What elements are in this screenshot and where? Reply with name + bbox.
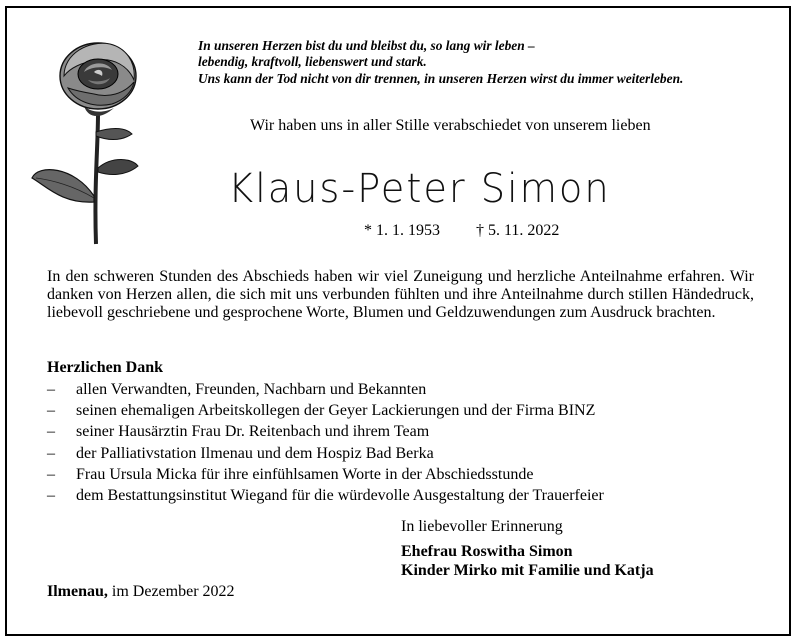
dank-list (47, 379, 604, 506)
list-item (47, 443, 604, 464)
deceased-name: Klaus-Peter Simon (228, 166, 611, 212)
life-dates (364, 222, 591, 240)
signer-line: Kinder Mirko mit Familie und Katja (401, 562, 654, 579)
list-item (47, 485, 604, 506)
date: im Dezember 2022 (107, 583, 235, 600)
list-item-text: seinen ehemaligen Arbeitskollegen der Geyer Lackierungen und der Firma BINZ (76, 402, 596, 420)
dash-bullet: – (47, 381, 55, 398)
poem (198, 38, 778, 87)
dash-bullet: – (47, 487, 55, 505)
list-item-text: Frau Ursula Micka für ihre einfühlsamen Worte in der Abschiedsstunde (76, 465, 534, 483)
list-item (47, 421, 604, 442)
list-item-text: dem Bestattungsinstitut Wiegand für die würdevolle Ausgestaltung der Trauerfeier (76, 487, 604, 505)
list-item-text: allen Verwandten, Freunden, Nachbarn und Bekannten (76, 381, 427, 398)
list-item (47, 464, 604, 485)
dash-bullet: – (47, 423, 55, 441)
dash-bullet: – (47, 444, 55, 462)
birth-date: * 1. 1. 1953 (364, 222, 440, 239)
death-date: † 5. 11. 2022 (476, 222, 560, 239)
place: Ilmenau, (47, 583, 108, 600)
thanks-paragraph: In den schweren Stunden des Abschieds haben wir viel Zuneigung und herzliche Anteilnahme erfahren. Wir danken von Herzen allen, die sich mit uns verbunden fühlten und ihre Anteilnahme durch stillen Händedruck, liebevoll geschriebene und gesprochene Worte, Blumen und Geldzuwendungen zum Ausdruck brachten. (47, 268, 754, 321)
place-date (47, 583, 235, 601)
list-item (47, 400, 604, 421)
poem-line: lebendig, kraftvoll, liebenswert und stark. (198, 54, 427, 70)
dash-bullet: – (47, 402, 55, 420)
poem-line: In unseren Herzen bist du und bleibst du, so lang wir leben – (198, 38, 535, 53)
closing-text: In liebevoller Erinnerung (401, 518, 563, 535)
list-item-text: der Palliativstation Ilmenau und dem Hospiz Bad Berka (76, 444, 434, 462)
list-item (47, 379, 604, 400)
rose-icon (28, 36, 140, 246)
dash-bullet: – (47, 465, 55, 483)
list-item-text: seiner Hausärztin Frau Dr. Reitenbach und ihrem Team (76, 423, 430, 441)
intro-text: Wir haben uns in aller Stille verabschiedet von unserem lieben (250, 117, 651, 134)
signer-line: Ehefrau Roswitha Simon (401, 543, 573, 560)
poem-line: Uns kann der Tod nicht von dir trennen, in unseren Herzen wirst du immer weiterleben. (198, 70, 684, 86)
dank-heading: Herzlichen Dank (47, 359, 163, 376)
signers (401, 542, 654, 580)
